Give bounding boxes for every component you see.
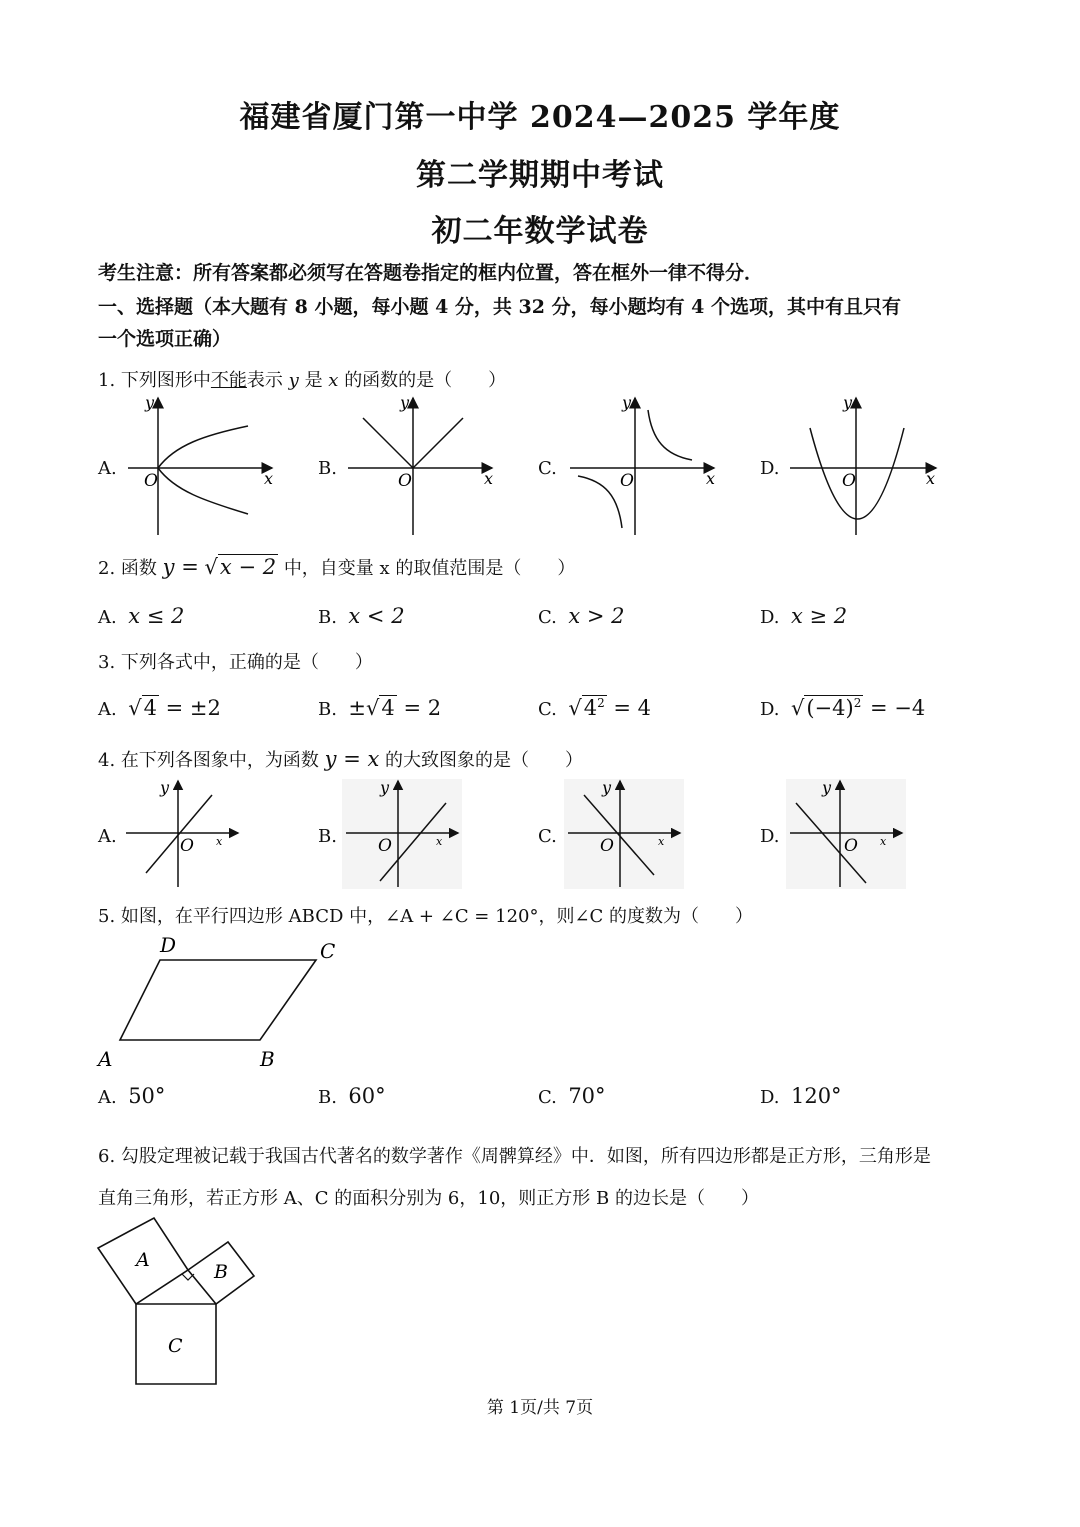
q1-d-parabola <box>810 428 904 519</box>
square-c-label: C <box>168 1335 183 1357</box>
page-footer: 第 1页/共 7页 <box>486 1398 594 1418</box>
exam-subject-title: 初二年数学试卷 <box>431 214 649 249</box>
q2-option-b-value: x < 2 <box>348 604 405 628</box>
q1-text-mid: 表示 <box>246 370 283 391</box>
q4-graph-c <box>564 778 684 889</box>
q6-text-line1: 勾股定理被记载于我国古代著名的数学著作《周髀算经》中．如图，所有四边形都是正方形，三角形是 <box>120 1146 931 1167</box>
q1-text-post: 的函数的是（ ） <box>344 370 507 391</box>
q4-a-line <box>146 795 212 873</box>
q2-text-pre: 函数 <box>120 558 157 579</box>
question-5-stem <box>98 902 753 928</box>
q3-c-exponent: 2 <box>597 696 605 710</box>
q4-a-origin: O <box>180 836 194 856</box>
q2-option-c-value: x > 2 <box>568 604 625 628</box>
parallelogram-figure <box>90 930 360 1075</box>
q1-option-a-label: A. <box>98 458 117 479</box>
q1-graph-c <box>570 393 715 535</box>
vertex-b-label: B <box>260 1047 275 1071</box>
q3-d-rhs: = −4 <box>863 696 926 720</box>
q2-text-post: 中，自变量 x 的取值范围是（ ） <box>283 558 576 579</box>
question-3-stem <box>98 648 373 674</box>
q3-b-radicand: 4 <box>381 696 395 720</box>
q5-option-c: C. 70° <box>538 1084 606 1108</box>
q5-option-c-value: 70° <box>568 1084 606 1108</box>
q3-option-a: A. √4 = ±2 <box>98 696 221 720</box>
q1-graphs <box>0 380 1080 550</box>
square-b-label: B <box>214 1261 228 1283</box>
q1-graph-d <box>790 393 936 535</box>
q4-b-origin: O <box>378 836 392 856</box>
exam-term-title: 第二学期期中考试 <box>416 158 664 193</box>
q4-formula: y = x <box>324 747 380 771</box>
question-number: 5. <box>98 906 116 927</box>
q1-c-branch-2 <box>578 476 622 528</box>
q1-graph-a <box>128 393 273 535</box>
q3-b-prefix: ± <box>348 696 367 720</box>
q3-c-rhs: = 4 <box>606 696 652 720</box>
q4-d-y-label: y <box>822 778 832 797</box>
q5-option-a-value: 50° <box>128 1084 166 1108</box>
q2-option-b: B. x < 2 <box>318 604 405 628</box>
q1-a-y-label: y <box>145 393 155 412</box>
q5-option-b-value: 60° <box>348 1084 386 1108</box>
square-a-label: A <box>136 1249 150 1271</box>
question-number: 3. <box>98 652 116 673</box>
q1-var-x: x <box>328 370 339 391</box>
q1-text-is: 是 <box>304 370 323 391</box>
section-heading-line1: 一、选择题（本大题有 8 小题，每小题 4 分，共 32 分，每小题均有 4 个选项，其中有且只有 <box>98 296 902 318</box>
q1-c-x-label: x <box>706 469 716 488</box>
q2-option-d-value: x ≥ 2 <box>790 604 848 628</box>
question-number: 4. <box>98 750 116 771</box>
q1-c-origin: O <box>620 471 634 491</box>
q1-option-c-label: C. <box>538 458 557 479</box>
q4-graph-a <box>126 778 238 887</box>
pythagoras-squares-figure <box>92 1212 272 1390</box>
q2-formula-radicand: x − 2 <box>219 555 277 579</box>
notice-text: 考生注意：所有答案都必须写在答题卷指定的框内位置，答在框外一律不得分． <box>98 262 764 284</box>
q1-option-d-label: D. <box>760 458 780 479</box>
q1-graph-b <box>348 393 493 535</box>
q1-a-upper-curve <box>158 426 248 468</box>
section-heading-line2: 一个选项正确） <box>98 328 232 350</box>
q1-d-x-label: x <box>926 469 936 488</box>
q2-option-a-value: x ≤ 2 <box>128 604 185 628</box>
q1-a-origin: O <box>144 471 158 491</box>
question-number: 6. <box>98 1146 116 1167</box>
q3-option-c: C. $√4^2 = 4$ <box>538 696 652 720</box>
q1-b-origin: O <box>398 471 412 491</box>
q4-text-pre: 在下列各图象中，为函数 <box>120 750 319 771</box>
q4-graphs <box>0 775 1080 893</box>
q1-text-pre: 下列图形中 <box>120 370 211 391</box>
q3-a-radicand: 4 <box>143 696 157 720</box>
q3-d-radicand: (−4) <box>806 696 854 720</box>
q1-var-y: y <box>288 370 299 391</box>
q5-option-d: D. 120° <box>760 1084 842 1108</box>
q4-text-post: 的大致图象的是（ ） <box>385 750 584 771</box>
q4-c-origin: O <box>600 836 614 856</box>
q4-c-y-label: y <box>602 778 612 797</box>
q4-graph-b <box>342 778 462 889</box>
q1-option-b-label: B. <box>318 458 337 479</box>
exam-school-title: 福建省厦门第一中学 2024—2025 学年度 <box>239 100 841 135</box>
question-number: 2. <box>98 558 116 579</box>
q3-c-radicand: 4 <box>583 696 598 720</box>
q3-option-d: D. $√(-4)^2 = -4$ <box>760 696 926 720</box>
q4-c-x-label: x <box>658 835 665 848</box>
question-2-stem: 2. 函数 y = √x − 2 中，自变量 x 的取值范围是（ ） <box>98 555 576 579</box>
q3-b-rhs: = 2 <box>396 696 442 720</box>
q4-option-b-label: B. <box>318 826 337 847</box>
question-6-line1 <box>98 1142 931 1168</box>
q1-b-x-label: x <box>484 469 494 488</box>
q4-graph-d <box>786 778 906 889</box>
q4-option-c-label: C. <box>538 826 557 847</box>
q5-text: 如图，在平行四边形 ABCD 中，∠A + ∠C = 120°，则∠C 的度数为（ ） <box>120 906 754 927</box>
q4-a-y-label: y <box>160 778 170 797</box>
q1-b-y-label: y <box>400 393 410 412</box>
q4-option-d-label: D. <box>760 826 780 847</box>
q6-text-line2: 直角三角形，若正方形 A、C 的面积分别为 6，10，则正方形 B 的边长是（ ） <box>98 1188 759 1209</box>
q1-d-y-label: y <box>843 393 853 412</box>
q4-a-x-label: x <box>216 835 223 848</box>
q2-option-c: C. x > 2 <box>538 604 625 628</box>
vertex-d-label: D <box>160 933 177 957</box>
vertex-c-label: C <box>320 939 336 963</box>
parallelogram-abcd <box>120 960 316 1040</box>
q3-d-exponent: 2 <box>853 696 862 710</box>
q4-d-origin: O <box>844 836 858 856</box>
q4-b-y-label: y <box>380 778 390 797</box>
q2-option-a: A. x ≤ 2 <box>98 604 185 628</box>
q2-formula-lhs: y = <box>162 555 199 579</box>
q1-a-lower-curve <box>158 468 248 514</box>
question-4-stem <box>98 746 583 772</box>
vertex-a-label: A <box>98 1047 113 1071</box>
q3-option-b: B. ±√4 = 2 <box>318 696 442 720</box>
q4-option-a-label: A. <box>98 826 117 847</box>
question-number: 1. <box>98 370 116 391</box>
q1-d-origin: O <box>842 471 856 491</box>
q4-d-x-label: x <box>880 835 887 848</box>
q3-a-rhs: = ±2 <box>158 696 221 720</box>
q1-a-x-label: x <box>264 469 274 488</box>
q5-option-d-value: 120° <box>790 1084 842 1108</box>
q3-text: 下列各式中，正确的是（ ） <box>120 652 373 673</box>
q1-c-branch-1 <box>648 410 692 460</box>
q1-c-y-label: y <box>622 393 632 412</box>
q5-option-b: B. 60° <box>318 1084 386 1108</box>
q4-b-x-label: x <box>436 835 443 848</box>
q2-option-d: D. x ≥ 2 <box>760 604 848 628</box>
q5-option-a: A. 50° <box>98 1084 166 1108</box>
q1-underlined: 不能 <box>210 370 247 391</box>
